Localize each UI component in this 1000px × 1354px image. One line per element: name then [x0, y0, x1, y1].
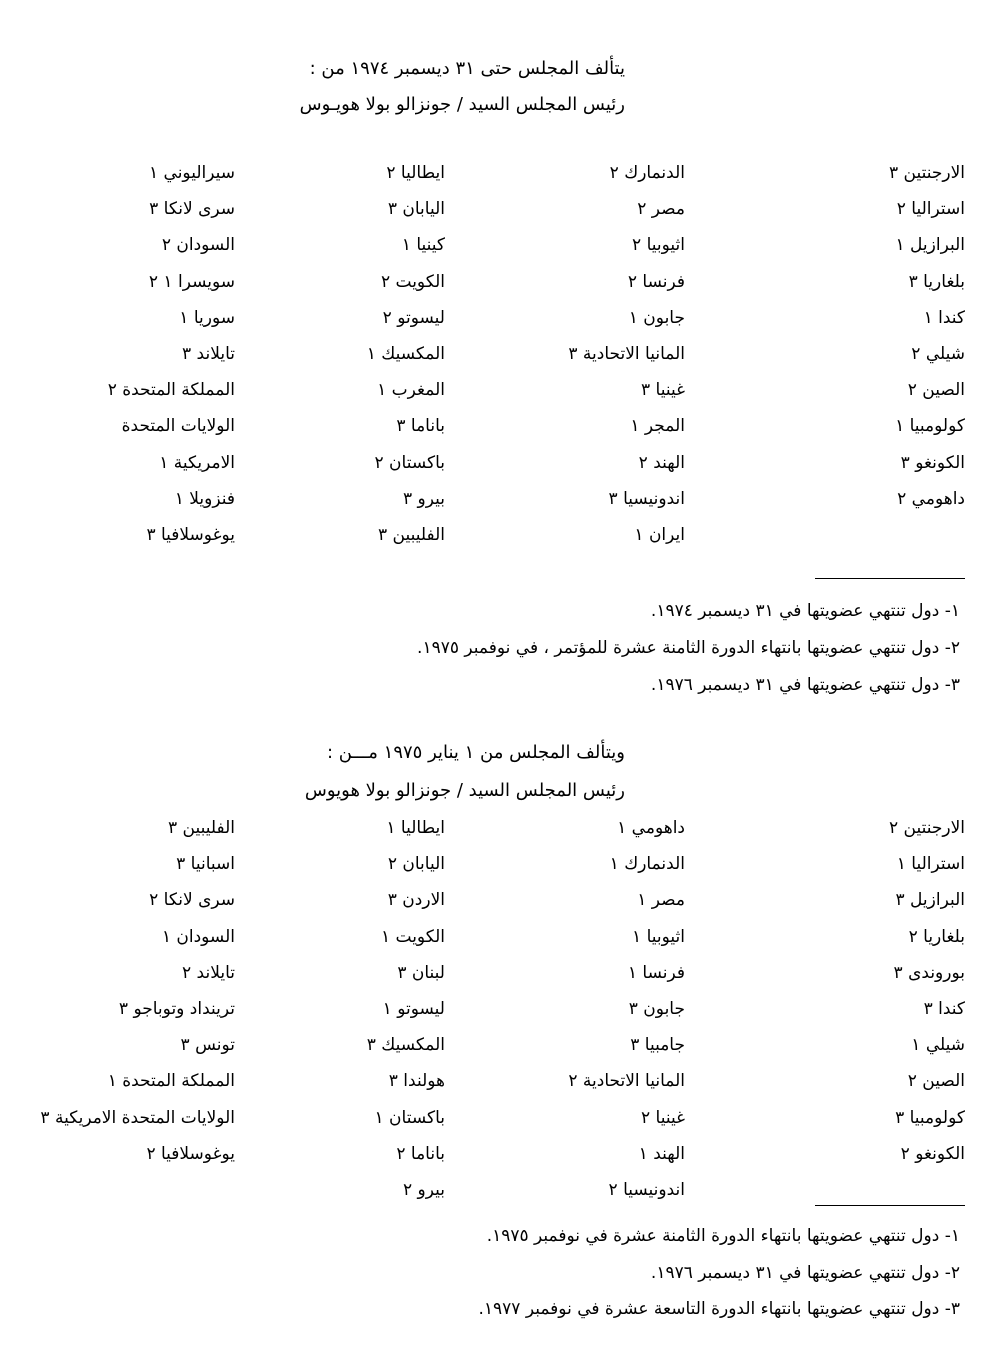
section1-col2-entry: الدنمارك ٢: [609, 163, 685, 183]
section2-header-line1: ويتألف المجلس من ١ يناير ١٩٧٥ مـــن :: [327, 742, 625, 763]
section1-col1-entry: الكونغو ٣: [900, 452, 965, 473]
section2-col3-entry: بيرو ٢: [403, 1180, 445, 1200]
section2-col3-entry: المكسيك ٣: [366, 1035, 445, 1056]
section1-header-line2: رئيس المجلس السيد / جونزالو بولا هويـوس: [299, 94, 625, 115]
section1-col2-entry: المانيا الاتحادية ٣: [568, 344, 685, 364]
section2-col3-entry: ايطاليا ١: [386, 818, 445, 838]
section1-col3-entry: باكستان ٢: [374, 452, 445, 473]
section1-col4-entry: تايلاند ٣: [182, 344, 235, 364]
section1-col4-entry: السودان ٢: [161, 235, 235, 256]
section2-footnote-3: ٣- دول تنتهي عضويتها بانتهاء الدورة التاسعة عشرة في نوفمبر ١٩٧٧.: [478, 1299, 960, 1319]
section1-col3-entry: ليسوتو ٢: [382, 307, 445, 328]
section2-col4-entry: يوغوسلافيا ٢: [146, 1143, 235, 1164]
section1-footnote-1: ١- دول تنتهي عضويتها في ٣١ ديسمبر ١٩٧٤.: [650, 601, 960, 621]
section2-col1-entry: الكونغو ٢: [900, 1143, 965, 1164]
section1-col4-entry: الولايات المتحدة: [121, 416, 235, 437]
section1-col2-entry: اندونيسيا ٣: [608, 488, 685, 509]
section1-col1-entry: استراليا ٢: [896, 199, 965, 220]
section1-col1-entry: البرازيل ١: [895, 235, 965, 256]
section1-col1-entry: كندا ١: [923, 307, 965, 328]
section1-col2-entry: ايران ١: [634, 525, 685, 545]
section2-col3-entry: باكستان ١: [374, 1107, 445, 1128]
section1-col2-entry: غينيا ٣: [640, 380, 685, 401]
section1-col3-entry: الكويت ٢: [380, 271, 445, 292]
section2-col4-entry: الولايات المتحدة الامريكية ٣: [40, 1107, 235, 1128]
section1-col4-entry: سويسرا ١ ٢: [148, 271, 235, 292]
section1-col1-entry: داهومي ٢: [897, 488, 965, 509]
section2-col2-entry: المانيا الاتحادية ٢: [568, 1071, 685, 1092]
section2-col1-entry: استراليا ١: [896, 854, 965, 875]
section1-col2-entry: الهند ٢: [638, 452, 685, 473]
section2-col2-entry: جامبيا ٣: [630, 1035, 685, 1056]
section1-col3-entry: المكسيك ١: [366, 344, 445, 364]
section2-col1-entry: الارجنتين ٢: [888, 818, 965, 838]
section1-col4-entry: سوريا ١: [179, 307, 235, 328]
section1-col3-entry: ايطاليا ٢: [386, 163, 445, 183]
section1-col4-entry: الامريكية ١: [159, 452, 235, 473]
section1-col3-entry: المغرب ١: [377, 380, 445, 401]
section2-col2-entry: اندونيسيا ٢: [608, 1180, 685, 1200]
section1-col3-entry: الفليبين ٣: [377, 525, 445, 545]
section2-col1-entry: البرازيل ٣: [895, 890, 965, 911]
section1-col2-entry: فرنسا ٢: [627, 271, 685, 292]
section1-col3-entry: اليابان ٣: [387, 199, 445, 220]
section2-col4-entry: السودان ١: [161, 926, 235, 947]
section2-col2-entry: الهند ١: [638, 1143, 685, 1164]
section2-col1-entry: شيلي ١: [911, 1035, 965, 1056]
section2-col3-entry: ليسوتو ١: [382, 999, 445, 1019]
section1-col3-entry: كينيا ١: [401, 235, 445, 256]
section2-col3-entry: الاردن ٣: [387, 890, 445, 911]
section2-col1-entry: الصين ٢: [907, 1071, 965, 1092]
section2-col2-entry: داهومي ١: [617, 818, 685, 838]
section1-col2-entry: جابون ١: [628, 307, 685, 328]
section1-col4-entry: سرى لانكا ٣: [149, 199, 235, 220]
section2-col1-entry: كندا ٣: [923, 999, 965, 1019]
section2-col2-entry: اثيوبيا ١: [632, 926, 685, 947]
section1-header-line1: يتألف المجلس حتى ٣١ ديسمبر ١٩٧٤ من :: [309, 58, 625, 79]
section2-col1-entry: بوروندى ٣: [893, 962, 965, 983]
section1-footnote-rule: [815, 578, 965, 579]
section2-footnote-rule: [815, 1205, 965, 1206]
section1-col4-entry: فنزويلا ١: [174, 488, 235, 509]
section1-col2-entry: مصر ٢: [637, 199, 685, 220]
section2-col3-entry: الكويت ١: [380, 926, 445, 947]
section1-col2-entry: اثيوبيا ٢: [632, 235, 685, 256]
section2-col4-entry: الفليبين ٣: [167, 818, 235, 838]
section2-col1-entry: كولومبيا ٣: [895, 1107, 965, 1128]
section2-col2-entry: الدنمارك ١: [609, 854, 685, 875]
section1-col2-entry: المجر ١: [630, 416, 685, 437]
section2-col4-entry: المملكة المتحدة ١: [107, 1071, 235, 1092]
section2-col4-entry: ترينداد وتوباجو ٣: [118, 999, 235, 1019]
section2-col3-entry: اليابان ٢: [387, 854, 445, 875]
section2-col3-entry: باناما ٢: [396, 1143, 445, 1164]
section2-col2-entry: فرنسا ١: [627, 962, 685, 983]
section2-header-line2: رئيس المجلس السيد / جونزالو بولا هويوس: [304, 780, 625, 801]
section1-col1-entry: الارجنتين ٣: [888, 163, 965, 183]
section2-col4-entry: سرى لانكا ٢: [149, 890, 235, 911]
section2-footnote-1: ١- دول تنتهي عضويتها بانتهاء الدورة الثامنة عشرة في نوفمبر ١٩٧٥.: [486, 1226, 960, 1246]
section2-col1-entry: بلغاريا ٢: [908, 926, 965, 947]
section1-col3-entry: باناما ٣: [396, 416, 445, 437]
section2-col2-entry: غينيا ٢: [640, 1107, 685, 1128]
section2-footnote-2: ٢- دول تنتهي عضويتها في ٣١ ديسمبر ١٩٧٦.: [650, 1263, 960, 1283]
section2-col2-entry: جابون ٣: [628, 999, 685, 1019]
section1-col1-entry: بلغاريا ٣: [908, 271, 965, 292]
section1-col4-entry: يوغوسلافيا ٣: [146, 525, 235, 545]
section2-col3-entry: لبنان ٣: [397, 962, 445, 983]
section1-col1-entry: كولومبيا ١: [895, 416, 965, 437]
section1-col4-entry: المملكة المتحدة ٢: [107, 380, 235, 401]
section1-footnote-3: ٣- دول تنتهي عضويتها في ٣١ ديسمبر ١٩٧٦.: [650, 675, 960, 695]
section2-col3-entry: هولندا ٣: [388, 1071, 445, 1092]
section1-footnote-2: ٢- دول تنتهي عضويتها بانتهاء الدورة الثامنة عشرة للمؤتمر ، في نوفمبر ١٩٧٥.: [417, 638, 960, 658]
section1-col1-entry: شيلي ٢: [911, 344, 965, 364]
section1-col3-entry: بيرو ٣: [403, 488, 445, 509]
section2-col2-entry: مصر ١: [637, 890, 685, 911]
section1-col4-entry: سيراليوني ١: [148, 163, 235, 183]
section1-col1-entry: الصين ٢: [907, 380, 965, 401]
section2-col4-entry: اسبانيا ٣: [176, 854, 235, 875]
section2-col4-entry: تايلاند ٢: [182, 962, 235, 983]
section2-col4-entry: تونس ٣: [180, 1035, 235, 1056]
